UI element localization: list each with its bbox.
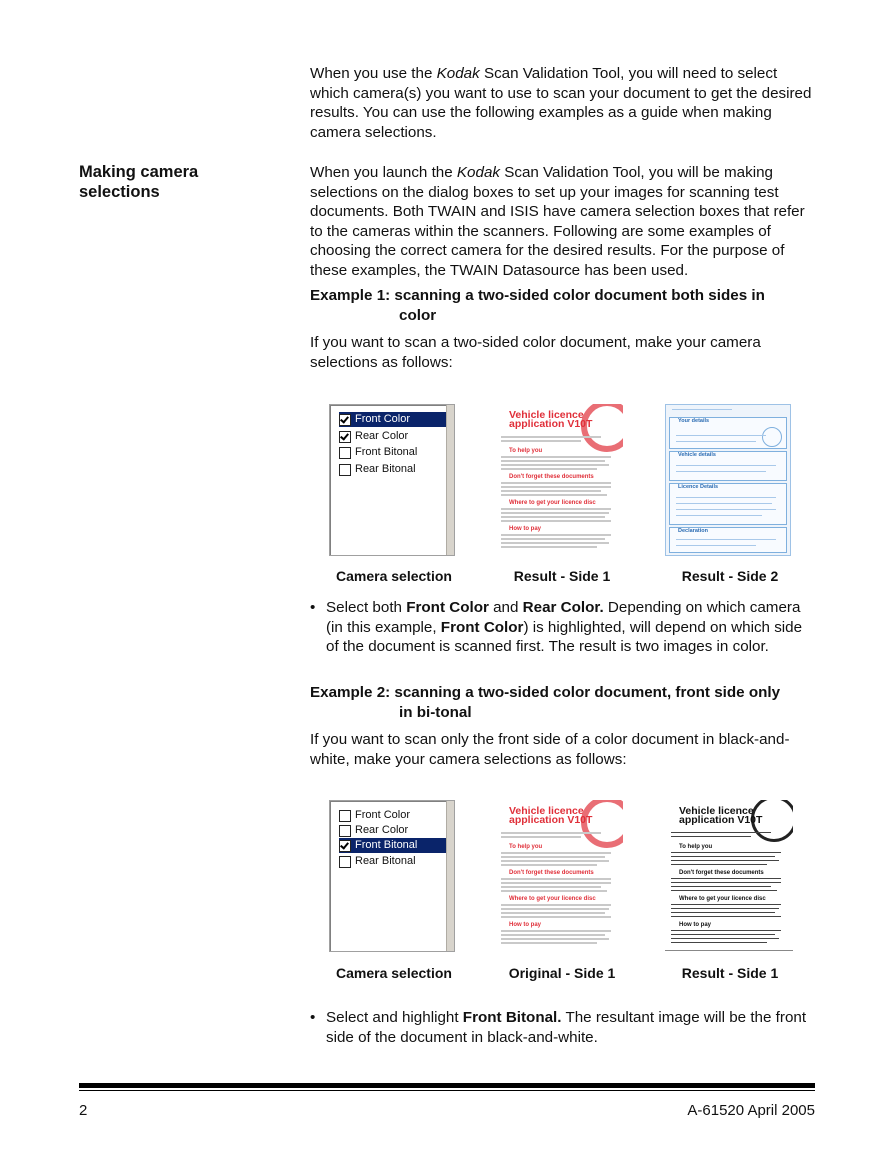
checkbox[interactable] — [339, 840, 351, 852]
camera-option-rear-color[interactable]: Rear Color — [339, 823, 446, 838]
scrollbar[interactable] — [446, 405, 454, 555]
caption-camera-selection-2: Camera selection — [336, 965, 452, 981]
checkbox[interactable] — [339, 810, 351, 822]
camera-option-rear-bitonal[interactable]: Rear Bitonal — [339, 462, 446, 477]
result-side2-thumbnail: Your details Vehicle details Licence Details Declaration — [665, 404, 791, 556]
checkbox[interactable] — [339, 431, 351, 443]
caption-result-side2: Result - Side 2 — [681, 568, 779, 584]
scrollbar[interactable] — [446, 801, 454, 951]
example2-bullet: • Select and highlight Front Bitonal. The resultant image will be the front side of the document in black-and-white. — [310, 1009, 807, 1046]
caption-result-side1: Result - Side 1 — [513, 568, 611, 584]
example1-intro: If you want to scan a two-sided color document, make your camera selections as follows: — [310, 334, 761, 371]
page-number: 2 — [79, 1102, 88, 1119]
document-id: A-61520 April 2005 — [687, 1102, 815, 1119]
example2-title: Example 2: scanning a two-sided color document, front side only in bi-tonal — [310, 684, 781, 721]
checkbox[interactable] — [339, 825, 351, 837]
caption-result-side1-bitonal: Result - Side 1 — [681, 965, 779, 981]
footer-rule-thin — [79, 1090, 815, 1091]
caption-camera-selection-1: Camera selection — [336, 568, 452, 584]
checkbox[interactable] — [339, 464, 351, 476]
checkbox[interactable] — [339, 447, 351, 459]
checkbox[interactable] — [339, 414, 351, 426]
result-side1-thumbnail: Vehicle licence application V10T To help you Don't forget these documents Where to get your licence disc How to pay — [495, 404, 623, 554]
camera-option-front-bitonal[interactable]: Front Bitonal — [339, 838, 446, 853]
caption-original-side1: Original - Side 1 — [508, 965, 616, 981]
original-side1-thumbnail: Vehicle licence application V10T To help you Don't forget these documents Where to get your licence disc How to pay — [495, 800, 623, 950]
camera-option-front-color[interactable]: Front Color — [339, 808, 446, 823]
footer-rule-thick — [79, 1083, 815, 1088]
checkbox[interactable] — [339, 856, 351, 868]
camera-selection-dialog-2 — [329, 800, 455, 952]
section-heading: Making camera selections — [79, 163, 199, 201]
camera-option-rear-color[interactable]: Rear Color — [339, 429, 446, 444]
result-bitonal-thumbnail: Vehicle licence application V10T To help you Don't forget these documents Where to get your licence disc How to pay — [665, 800, 793, 951]
example2-intro: If you want to scan only the front side of a color document in black-and-white, make your camera selections as follows: — [310, 731, 790, 768]
example1-bullet: • Select both Front Color and Rear Color. Depending on which camera (in this example, Front Color) is highlighted, will depend on which side of the document is scanned first. The result is two images in color. — [310, 599, 803, 655]
camera-option-rear-bitonal[interactable]: Rear Bitonal — [339, 854, 446, 869]
intro-paragraph: When you use the Kodak Scan Validation Tool, you will need to select which camera(s) you want to use to scan your document to get the desired results. You can use the following examples as a guide when making camera selections. — [310, 65, 812, 141]
section-paragraph: When you launch the Kodak Scan Validation Tool, you will be making selections on the dialog boxes to set up your images for scanning test documents. Both TWAIN and ISIS have camera selection boxes that refer to the cameras within the scanners. Following are some examples of choosing the correct camera for the desired results. For the purpose of these examples, the TWAIN Datasource has been used. — [310, 164, 805, 279]
example1-title: Example 1: scanning a two-sided color document both sides in color — [310, 287, 765, 324]
camera-selection-dialog-1 — [329, 404, 455, 556]
camera-option-front-bitonal[interactable]: Front Bitonal — [339, 445, 446, 460]
camera-option-front-color[interactable]: Front Color — [339, 412, 446, 427]
